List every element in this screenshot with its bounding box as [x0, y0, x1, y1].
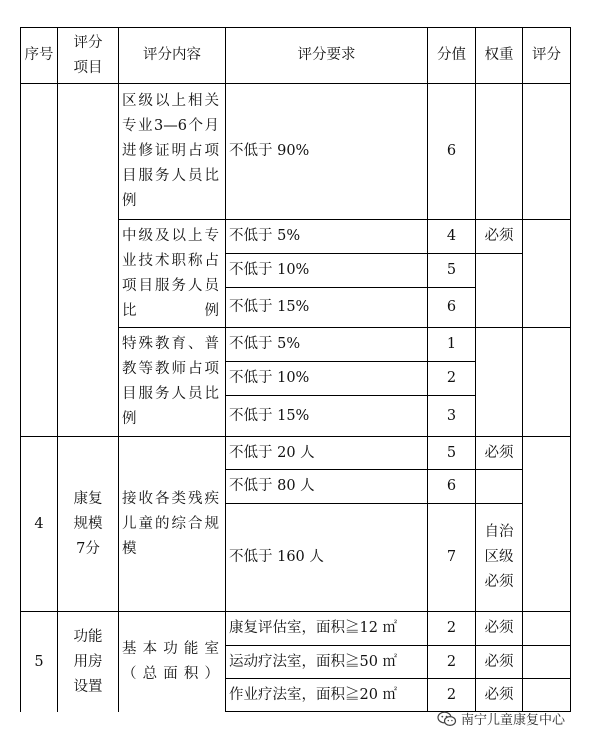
requirement-teachers-1: 不低于 5% [229, 336, 301, 352]
weight-titles-1: 必须 [484, 228, 514, 244]
watermark-text: 南宁儿童康复中心 [461, 713, 566, 728]
requirement-titles-3: 不低于 15% [229, 299, 310, 315]
requirement-teachers-3: 不低于 15% [229, 407, 310, 424]
requirement-scale-1: 不低于 20 人 [229, 444, 315, 461]
header-weight: 权重 [484, 47, 514, 63]
content-rooms: 基本功能室（总面积） [122, 641, 219, 682]
weight-scale-1: 必须 [484, 444, 514, 461]
requirement-advanced-training: 不低于 90% [229, 143, 310, 159]
requirement-titles-2: 不低于 10% [229, 262, 310, 278]
content-advanced-training: 区级以上相关专业3—6个月进修证明占项目服务人员比例 [122, 93, 219, 209]
requirement-teachers-2: 不低于 10% [229, 370, 310, 386]
score-rooms-3: 2 [446, 686, 457, 703]
weight-rooms-1: 必须 [484, 620, 514, 636]
score-advanced-training: 6 [446, 143, 457, 159]
header-score: 分值 [437, 47, 466, 63]
item-scale: 康复规模7分 [73, 490, 103, 557]
score-scale-2: 6 [446, 478, 457, 494]
score-rooms-2: 2 [446, 653, 457, 670]
seq-scale: 4 [34, 515, 44, 532]
header-item: 评分项目 [73, 34, 103, 76]
requirement-rooms-1: 康复评估室，面积≧12 ㎡ [229, 620, 398, 636]
requirement-rooms-2: 运动疗法室，面积≧50 ㎡ [229, 653, 398, 670]
requirement-rooms-3: 作业疗法室，面积≧20 ㎡ [229, 686, 398, 703]
weight-scale-3: 自治区级必须 [484, 524, 514, 590]
score-titles-1: 4 [446, 228, 457, 244]
seq-rooms: 5 [34, 653, 44, 670]
score-rooms-1: 2 [446, 620, 457, 636]
requirement-scale-3: 不低于 160 人 [229, 549, 324, 565]
header-seq: 序号 [24, 47, 54, 63]
score-scale-1: 5 [446, 444, 457, 461]
weight-rooms-3: 必须 [484, 686, 514, 703]
score-teachers-3: 3 [446, 407, 457, 424]
score-titles-3: 6 [446, 299, 457, 315]
header-requirement: 评分要求 [297, 47, 356, 63]
wechat-icon [437, 711, 457, 727]
watermark [437, 709, 565, 728]
header-content: 评分内容 [143, 47, 201, 63]
rule [522, 27, 523, 712]
item-rooms: 功能用房设置 [73, 628, 103, 695]
score-teachers-2: 2 [446, 370, 457, 386]
weight-rooms-2: 必须 [484, 653, 514, 670]
score-teachers-1: 1 [446, 336, 457, 352]
requirement-scale-2: 不低于 80 人 [229, 478, 315, 494]
requirement-titles-1: 不低于 5% [229, 228, 301, 244]
content-special-teachers: 特殊教育、普教等教师占项目服务人员比例 [122, 336, 219, 427]
score-titles-2: 5 [446, 262, 457, 278]
score-scale-3: 7 [446, 549, 457, 565]
content-scale: 接收各类残疾儿童的综合规模 [122, 490, 219, 557]
header-rating: 评分 [532, 47, 561, 63]
rule-right [570, 27, 571, 712]
content-mid-senior-titles: 中级及以上专业技术职称占项目服务人员比例 [122, 227, 219, 319]
